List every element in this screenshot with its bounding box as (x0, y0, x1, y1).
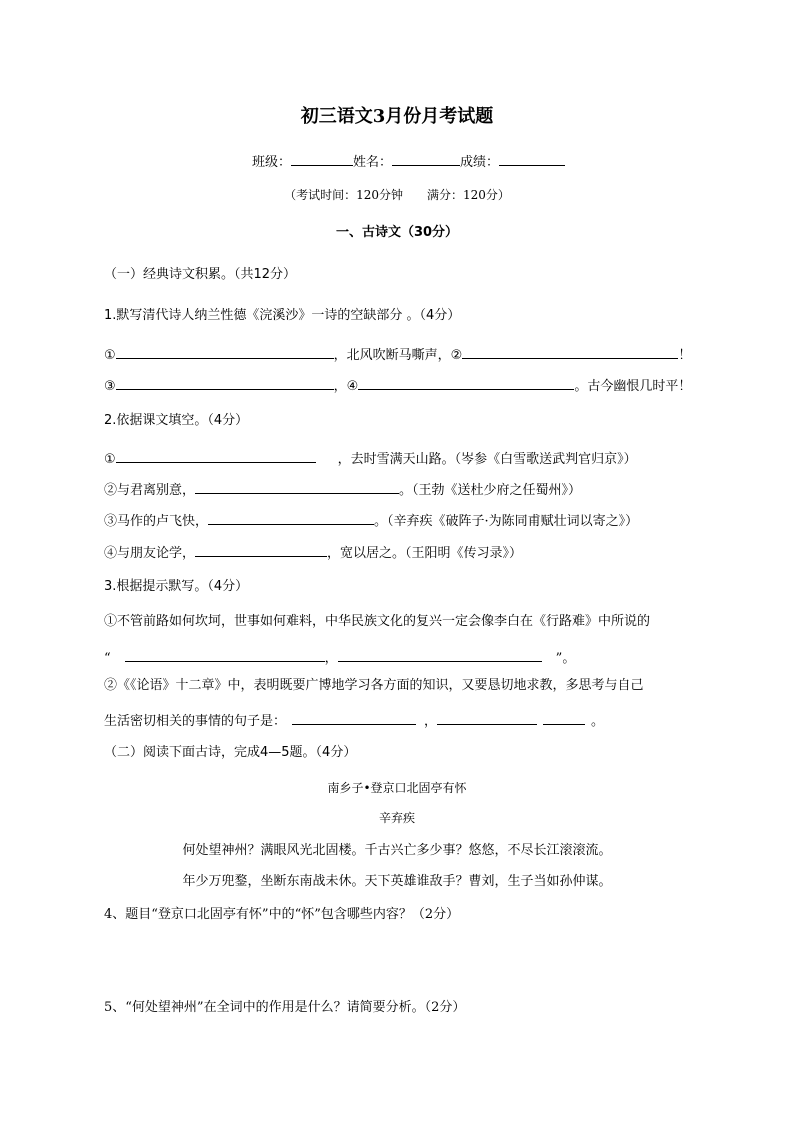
mark-1: ① (104, 348, 116, 363)
question-1-line-2 (104, 376, 691, 393)
score-blank[interactable] (499, 152, 565, 166)
exam-note: （考试时间：120分钟 满分：120分） (284, 188, 510, 202)
question-2-line-4 (104, 543, 522, 560)
mark-4: ④ (346, 379, 359, 394)
poem-title: 南乡子•登京口北固亭有怀 (327, 781, 467, 795)
class-label: 班级： (252, 155, 292, 170)
q1-line2-sep: ， (333, 379, 347, 394)
answer-blank-4[interactable] (358, 376, 574, 390)
q2-line1-text: ，去时雪满天山路。（岑参《白雪歌送武判官归京》） (337, 452, 637, 467)
section-heading-1: 一、古诗文（30分） (335, 225, 459, 240)
q2-line3-post: 。（辛弃疾《破阵子·为陈同甫赋壮词以寄之》） (374, 514, 639, 529)
answer-blank-8[interactable] (195, 543, 327, 557)
q2-line2-pre: ②与君离别意， (104, 483, 196, 498)
q3-open-quote: “ (104, 651, 111, 666)
q3-prompt-2-cont: 生活密切相关的事情的句子是： (104, 714, 287, 729)
q3-comma: ， (324, 651, 338, 666)
question-1-stem: 1.默写清代诗人纳兰性德《浣溪沙》一诗的空缺部分 。（4分） (104, 308, 461, 323)
page-title: 初三语文3月份月考试题 (300, 106, 494, 127)
q3-end: 。 (591, 714, 605, 729)
answer-blank-9[interactable] (125, 648, 325, 662)
question-2-stem: 2.依据课文填空。（4分） (104, 413, 249, 428)
question-5: 5、“何处望神州”在全词中的作用是什么？请简要分析。（2分） (104, 1000, 466, 1015)
name-label: 姓名： (353, 155, 393, 170)
class-blank[interactable] (291, 152, 353, 166)
name-blank[interactable] (392, 152, 460, 166)
answer-blank-7[interactable] (208, 511, 374, 525)
question-2-line-3 (104, 511, 638, 528)
q2-mark-1: ① (104, 452, 116, 467)
q1-line1-end: ！ (678, 348, 692, 363)
mark-3: ③ (104, 379, 116, 394)
question-3-prompt-1: ①不管前路如何坎坷，世事如何难料，中华民族文化的复兴一定会像李白在《行路难》中所说的 (104, 614, 651, 629)
answer-blank-1[interactable] (116, 345, 334, 359)
poem-author: 辛弃疾 (378, 811, 415, 825)
q2-line4-post: ，宽以居之。（王阳明《传习录》） (327, 546, 523, 561)
answer-blank-10[interactable] (338, 648, 542, 662)
answer-blank-3[interactable] (116, 376, 334, 390)
answer-blank-2[interactable] (462, 345, 678, 359)
q3-close-quote: ”。 (555, 651, 576, 666)
part-two-heading: （二）阅读下面古诗，完成4—5题。（4分） (104, 745, 357, 760)
part-one-heading: （一）经典诗文积累。（共12分） (104, 267, 297, 282)
question-4: 4、题目“登京口北固亭有怀”中的“怀”包含哪些内容？（2分） (104, 907, 460, 922)
q1-line1-text: ，北风吹断马嘶声， (333, 348, 451, 363)
q2-line4-pre: ④与朋友论学， (104, 546, 196, 561)
question-3-line-2 (104, 711, 604, 728)
answer-blank-6[interactable] (195, 480, 399, 494)
student-info-line (252, 152, 565, 169)
question-2-line-1 (104, 449, 637, 466)
answer-blank-12[interactable] (437, 711, 537, 725)
question-3-stem: 3.根据提示默写。（4分） (104, 579, 249, 594)
q2-line3-pre: ③马作的卢飞快， (104, 514, 209, 529)
poem-line-2: 年少万兜鍪，坐断东南战未休。天下英雄谁敌手？曹刘，生子当如孙仲谋。 (182, 874, 612, 889)
answer-blank-5[interactable] (116, 449, 316, 463)
q3-comma-2: ， (424, 714, 438, 729)
mark-2: ② (450, 348, 463, 363)
q2-line2-post: 。（王勃《送杜少府之任蜀州》） (399, 483, 582, 498)
question-3-line-1 (104, 648, 575, 665)
poem-line-1: 何处望神州？满眼风光北固楼。千古兴亡多少事？悠悠，不尽长江滚滚流。 (182, 843, 612, 858)
question-1-line-1 (104, 345, 691, 362)
answer-blank-11[interactable] (292, 711, 416, 725)
answer-blank-13[interactable] (543, 711, 585, 725)
question-3-prompt-2: ②《《论语》十二章》中，表明既要广博地学习各方面的知识，又要恳切地求教，多思考与自己 (104, 678, 644, 693)
question-2-line-2 (104, 480, 581, 497)
q1-line2-text: 。古今幽恨几时平！ (574, 379, 692, 394)
score-label: 成绩： (460, 155, 500, 170)
